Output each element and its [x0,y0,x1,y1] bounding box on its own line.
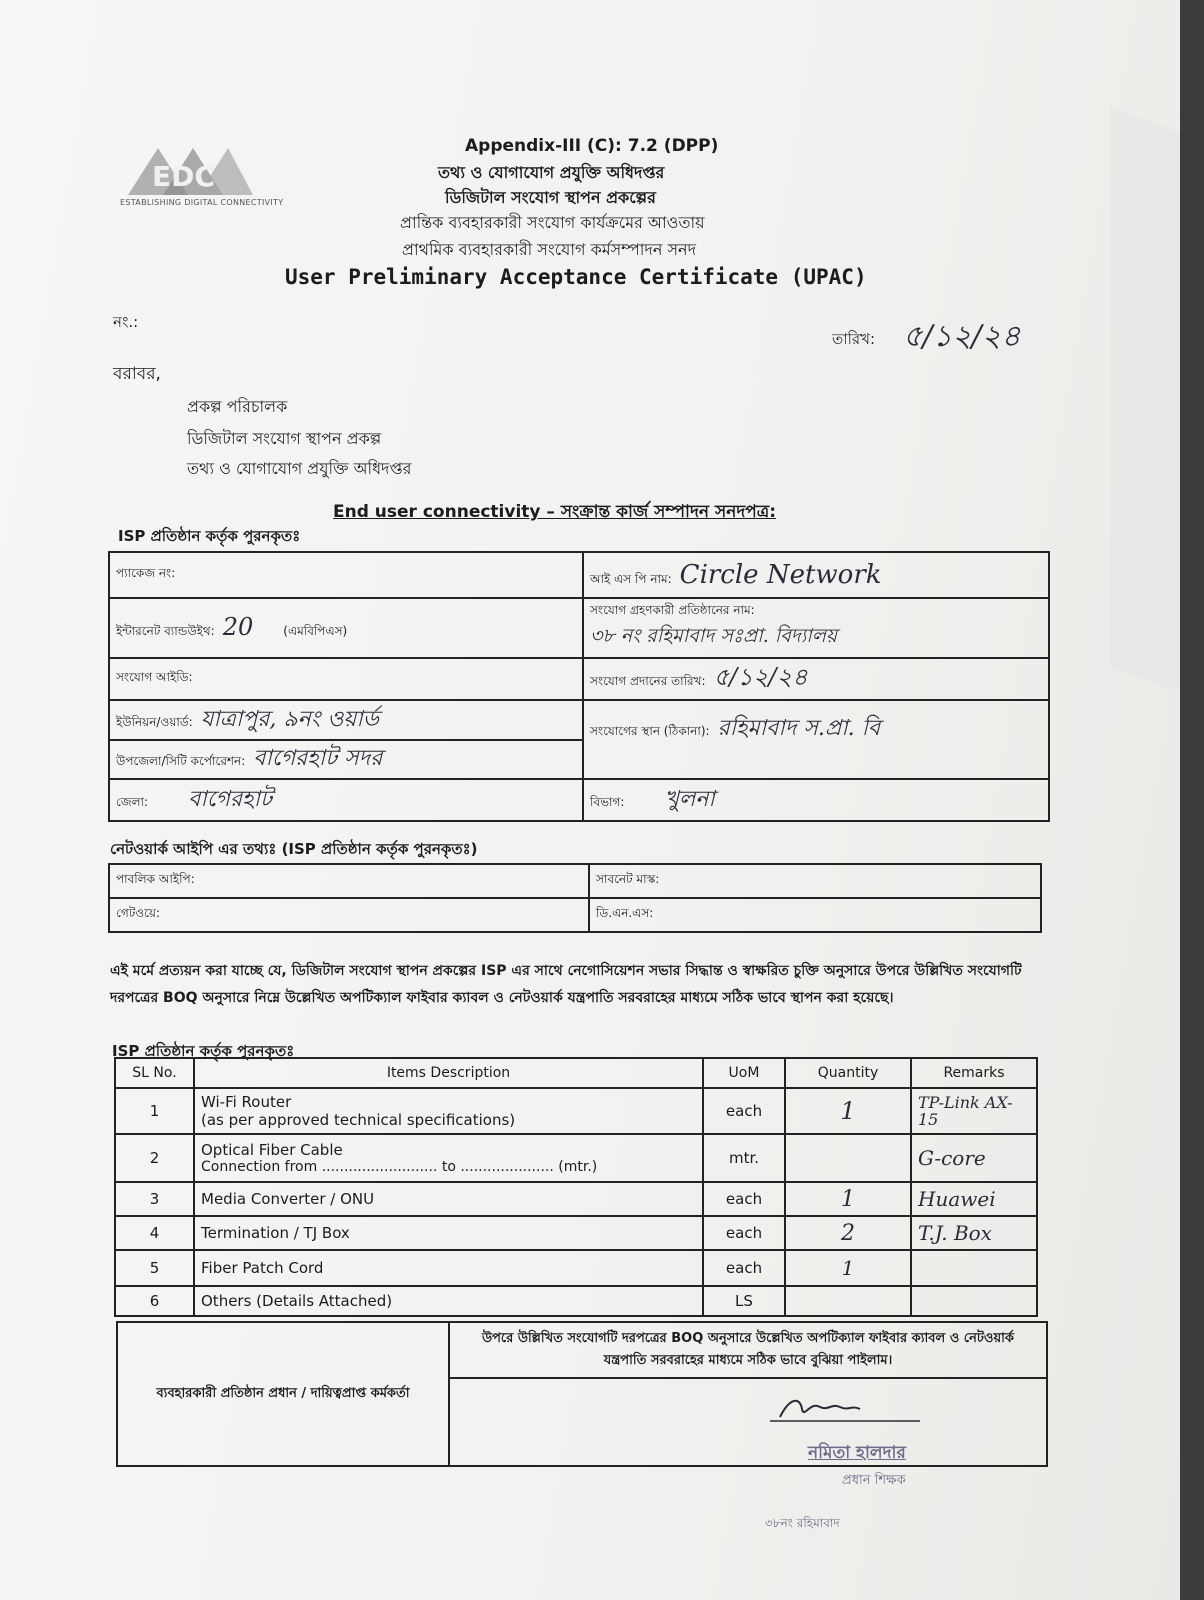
row-remarks [911,1286,1037,1316]
header-quantity: Quantity [785,1058,911,1088]
row-description: Others (Details Attached) [194,1286,703,1316]
row-quantity [785,1182,911,1216]
row-quantity [785,1088,911,1134]
table-row [115,1134,1037,1182]
date-value: ৫/১২/২৪ [903,319,1021,354]
row-remarks [911,1250,1037,1286]
address-line-2: ডিজিটাল সংযোগ স্থাপন প্রকল্প [187,429,382,448]
row-quantity-value: 1 [841,1256,855,1280]
header-uom: UoM [703,1058,785,1088]
stamp-name: নমিতা হালদার [808,1443,906,1463]
row-quantity [785,1216,911,1250]
table-row [115,1250,1037,1286]
location-cell [583,700,1049,779]
row-sl: 1 [115,1088,194,1134]
subnet-label: সাবনেট মাস্ক: [596,872,660,886]
row-sl: 4 [115,1216,194,1250]
row-uom: each [703,1182,785,1216]
union-label: ইউনিয়ন/ওয়ার্ড: [116,714,193,729]
stamp-title: প্রধান শিক্ষক [842,1473,906,1488]
row-sl: 5 [115,1250,194,1286]
isp-name-value: Circle Network [679,559,882,590]
project-name: ডিজিটাল সংযোগ স্থাপন প্রকল্পের [445,188,656,207]
row-remarks: G-core [911,1134,1037,1182]
header-description: Items Description [194,1058,703,1088]
isp-name-cell [583,552,1049,598]
row-sl: 6 [115,1286,194,1316]
ref-no-label: নং.: [113,313,139,331]
recipient-cell [583,598,1049,658]
acceptance-table [116,1321,1048,1467]
package-cell [109,552,583,598]
acceptance-role: ব্যবহারকারী প্রতিষ্ঠান প্রধান / দায়িত্বপ্রাপ্ত কর্মকর্তা [117,1322,449,1466]
certificate-title: User Preliminary Acceptance Certificate (UPAC) [285,265,867,289]
row-desc-main: Optical Fiber Cable [201,1141,343,1159]
svg-text:EDC: EDC [152,160,215,193]
bandwidth-value: 20 [222,613,254,641]
public-ip-cell [109,864,589,898]
row-quantity [785,1134,911,1182]
row-desc-main: Wi-Fi Router [201,1093,292,1111]
row-remarks: T.J. Box [911,1216,1037,1250]
isp-name-label: আই এস পি নাম: [590,571,672,586]
row-description [194,1134,703,1182]
bandwidth-label: ইন্টারনেট ব্যান্ডউইথ: [116,624,215,638]
row-description [194,1088,703,1134]
declaration-text: এই মর্মে প্রত্যয়ন করা যাচ্ছে যে, ডিজিটাল সংযোগ স্থাপন প্রকল্পের ISP এর সাথে নেগোসিয়েশন সভার সিদ্ধান্ত ও স্বাক্ষরিত চুক্তি অনুসারে উপরে উল্লিখিত সংযোগটি দরপত্রের BOQ অনুসারে নিম্নে উল্লেখিত অপটিক্যাল ফাইবার ক্যাবল ও নেটওয়ার্ক যন্ত্রপাতি সরবরাহের মাধ্যমে সঠিক ভাবে স্থাপন করা হয়েছে। [110,963,1022,1006]
dns-cell [589,898,1041,932]
row-remarks: TP-Link AX-15 [911,1088,1037,1134]
items-table [114,1057,1038,1317]
acceptance-statement: উপরে উল্লিখিত সংযোগটি দরপত্রের BOQ অনুসারে উল্লেখিত অপটিক্যাল ফাইবার ক্যাবল ও নেটওয়ার্ক যন্ত্রপাতি সরবরাহের মাধ্যমে সঠিক ভাবে বুঝিয়া পাইলাম। [449,1322,1047,1378]
program-name: প্রান্তিক ব্যবহারকারী সংযোগ কার্যক্রমের আওতায় [400,213,705,232]
certificate-bn: প্রাথমিক ব্যবহারকারী সংযোগ কর্মসম্পাদন সনদ [402,240,696,259]
row-description: Termination / TJ Box [194,1216,703,1250]
header-sl: SL No. [115,1058,194,1088]
upazila-cell [109,740,583,779]
division-cell [583,779,1049,821]
row-quantity-value: 1 [841,1186,855,1212]
address-line-3: তথ্য ও যোগাযোগ প্রযুক্তি অধিদপ্তর [187,459,412,478]
district-value: বাগেরহাট [188,786,272,812]
row-quantity [785,1250,911,1286]
division-value: খুলনা [664,786,715,812]
recipient-label: সংযোগ গ্রহণকারী প্রতিষ্ঠানের নাম: [590,603,755,617]
address-line-1: প্রকল্প পরিচালক [187,397,288,416]
network-info-table [108,863,1042,933]
public-ip-label: পাবলিক আইপি: [116,872,195,886]
row-uom: LS [703,1286,785,1316]
items-fill-label: ISP প্রতিষ্ঠান কর্তৃক পুরনকৃতঃ [112,1042,295,1060]
signature-cell [449,1378,1047,1466]
table-row [115,1182,1037,1216]
address-to: বরাবর, [113,364,161,384]
table-row [115,1286,1037,1316]
appendix-label: Appendix-III (C): 7.2 (DPP) [465,136,719,156]
row-uom: mtr. [703,1134,785,1182]
connection-info-table [108,551,1050,822]
subnet-cell [589,864,1041,898]
table-row [115,1216,1037,1250]
district-label: জেলা: [116,794,149,809]
row-sl: 3 [115,1182,194,1216]
row-desc-sub: (as per approved technical specifications) [201,1111,516,1129]
bandwidth-unit: (এমবিপিএস) [283,624,348,638]
union-value: যাত্রাপুর, ৯নং ওয়ার্ড [200,706,379,732]
location-label: সংযোগের স্থান (ঠিকানা): [590,724,710,738]
district-cell [109,779,583,821]
row-remarks: Huawei [911,1182,1037,1216]
row-uom: each [703,1216,785,1250]
bandwidth-cell [109,598,583,658]
row-description: Media Converter / ONU [194,1182,703,1216]
gateway-label: গেটওয়ে: [116,906,161,920]
row-quantity-value: 2 [841,1220,855,1246]
connection-date-value: ৫/১২/২৪ [713,663,808,691]
union-cell [109,700,583,740]
network-section-title: নেটওয়ার্ক আইপি এর তথ্যঃ (ISP প্রতিষ্ঠান কর্তৃক পুরনকৃতঃ) [110,840,478,858]
logo-tagline: ESTABLISHING DIGITAL CONNECTIVITY [120,198,284,207]
upazila-label: উপজেলা/সিটি কর্পোরেশন: [116,754,246,768]
upazila-value: বাগেরহাট সদর [253,746,383,771]
package-label: প্যাকেজ নং: [116,566,176,580]
row-description: Fiber Patch Cord [194,1250,703,1286]
recipient-value: ৩৮ নং রহিমাবাদ সঃপ্রা. বিদ্যালয় [590,625,838,647]
row-quantity-value: 1 [840,1097,856,1125]
table-row [115,1088,1037,1134]
row-quantity [785,1286,911,1316]
row-desc-sub: Connection from .......................... to ..................... (mtr.) [201,1159,598,1175]
row-uom: each [703,1250,785,1286]
row-sl: 2 [115,1134,194,1182]
gateway-cell [109,898,589,932]
department-name: তথ্য ও যোগাযোগ প্রযুক্তি অধিদপ্তর [438,163,665,182]
dns-label: ডি.এন.এস: [596,906,654,920]
connection-date-cell [583,658,1049,700]
background-sheet [1110,107,1180,692]
section-title: End user connectivity – সংক্রান্ত কার্জ সম্পাদন সনদপত্র: [333,502,777,522]
header-remarks: Remarks [911,1058,1037,1088]
location-value: রহিমাবাদ স.প্রা. বি [717,716,881,741]
row-uom: each [703,1088,785,1134]
connection-id-label: সংযোগ আইডি: [116,670,193,684]
signature-mark [770,1389,930,1429]
isp-fill-label: ISP প্রতিষ্ঠান কর্তৃক পুরনকৃতঃ [118,527,301,545]
division-label: বিভাগ: [590,794,625,809]
stamp-school: ৩৮নং রহিমাবাদ [765,1516,840,1530]
date-label: তারিখ: [832,330,876,348]
connection-date-label: সংযোগ প্রদানের তারিখ: [590,674,706,688]
connection-id-cell [109,658,583,700]
